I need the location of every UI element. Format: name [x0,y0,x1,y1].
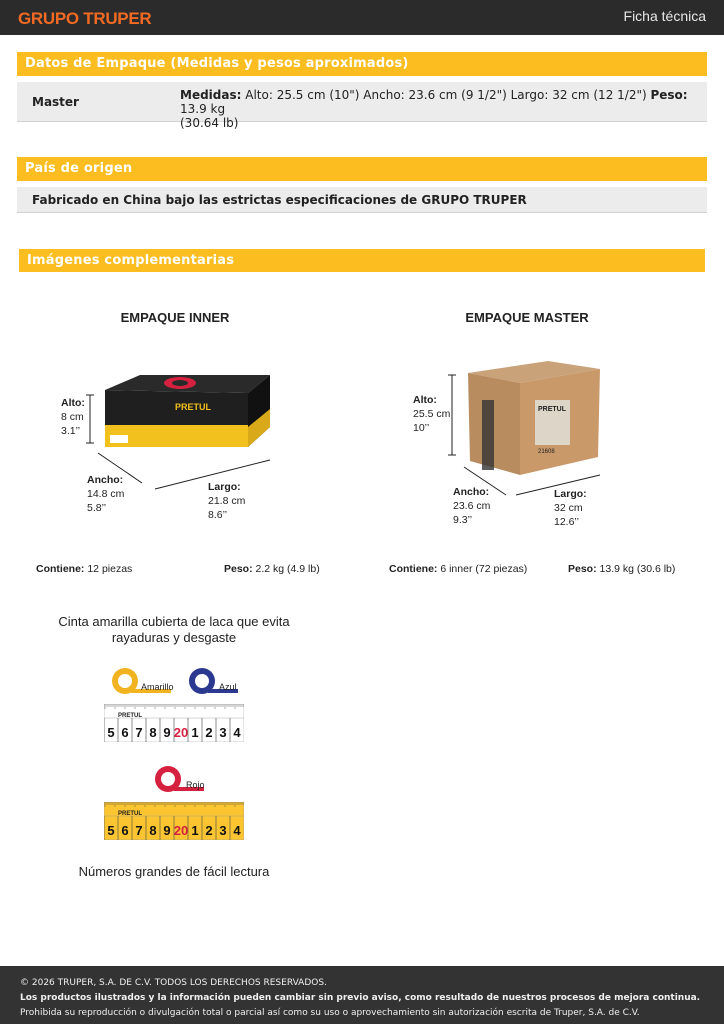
inner-ancho [87,473,124,515]
inner-alto-in: 3.1’’ [61,425,81,437]
inner-largo-label: Largo: [208,481,241,493]
packaging-row-value [180,88,692,130]
page-header [0,0,724,35]
yellow-ruler-digit: 8 [149,823,157,838]
inner-ancho-in: 5.8’’ [87,502,107,514]
white-ruler-digit: 20 [173,725,189,740]
yellow-ruler-digit: 7 [135,823,143,838]
measures-text: Alto: 25.5 cm (10") Ancho: 23.6 cm (9 1/2") Largo: 32 cm (12 1/2") [245,88,647,102]
white-ruler-digit: 4 [233,725,241,740]
master-package-title: EMPAQUE MASTER [465,310,589,325]
packaging-heading: Datos de Empaque (Medidas y pesos aproximados) [17,52,707,76]
master-largo-in: 12.6’’ [554,516,579,528]
master-box-brand: PRETUL [538,406,566,413]
inner-alto [61,396,85,438]
white-ruler-digit: 6 [121,725,129,740]
yellow-ruler-digit: 9 [163,823,171,838]
master-weight-label: Peso: [568,563,597,575]
master-largo [554,487,587,529]
inner-largo [208,480,245,522]
yellow-ruler-digit: 20 [173,823,189,838]
page-footer [0,966,724,1024]
master-largo-label: Largo: [554,488,587,500]
white-ruler-digit: 1 [191,725,199,740]
inner-largo-in: 8.6’’ [208,509,228,521]
swatch-yellow-label: Amarillo [141,682,174,692]
master-ancho [453,485,490,527]
packaging-row-label: Master [32,95,79,109]
white-ruler-digit: 7 [135,725,143,740]
inner-weight [224,563,320,575]
brand-logo[interactable]: GRUPO TRUPER [18,9,152,28]
weight-label: Peso: [650,88,688,102]
measures-label: Medidas: [180,88,242,102]
master-box-code: 21608 [538,449,555,455]
swatch-red-label: Rojo [186,780,205,790]
white-ruler-digit: 3 [219,725,227,740]
packaging-row [17,82,707,130]
master-ancho-cm: 23.6 cm [453,500,491,512]
weight-text-lb: (30.64 lb) [180,116,239,130]
footer-prohibition: Prohibida su reproducción o divulgación total o parcial así como su uso o aprovechamiento sin autorización escrita de Truper, S.A. de C.V. [20,1008,640,1018]
yellow-ruler-digit: 5 [107,823,115,838]
swatch-blue-label: Azul [219,682,237,692]
origin-heading: País de origen [17,157,707,181]
inner-largo-cm: 21.8 cm [208,495,246,507]
white-ruler [104,704,244,742]
white-ruler-brand: PRETUL [118,713,142,719]
yellow-ruler-digit: 3 [219,823,227,838]
inner-ancho-label: Ancho: [87,474,124,486]
footer-copyright: © 2026 TRUPER, S.A. DE C.V. TODOS LOS DERECHOS RESERVADOS. [20,978,327,988]
inner-contains-value: 12 piezas [87,563,133,575]
yellow-ruler-digit: 4 [233,823,241,838]
master-alto-cm: 25.5 cm [413,408,451,420]
inner-alto-label: Alto: [61,397,85,409]
inner-contains-label: Contiene: [36,563,85,575]
inner-weight-label: Peso: [224,563,253,575]
tape-caption-line2: rayaduras y desgaste [111,630,237,645]
yellow-ruler [104,802,244,840]
yellow-ruler-digit: 1 [191,823,199,838]
tape-caption [40,614,308,646]
master-ancho-label: Ancho: [453,486,490,498]
master-contains [389,563,527,575]
large-numbers-caption: Números grandes de fácil lectura [78,864,270,879]
tape-caption-line1: Cinta amarilla cubierta de laca que evita [58,614,290,629]
inner-weight-value: 2.2 kg (4.9 lb) [255,563,320,575]
yellow-ruler-brand: PRETUL [118,811,142,817]
master-package-illustration [440,355,620,505]
master-weight [568,563,675,575]
origin-text: Fabricado en China bajo las estrictas especificaciones de GRUPO TRUPER [32,193,527,207]
yellow-ruler-digit: 6 [121,823,129,838]
page-title: Ficha técnica [623,8,706,24]
master-ancho-in: 9.3’’ [453,514,473,526]
inner-box-brand: PRETUL [175,402,211,412]
yellow-ruler-digit: 2 [205,823,213,838]
white-ruler-digit: 9 [163,725,171,740]
master-contains-label: Contiene: [389,563,438,575]
weight-text: 13.9 kg [180,102,226,116]
origin-row [17,187,707,213]
inner-package-title: EMPAQUE INNER [120,310,230,325]
inner-alto-cm: 8 cm [61,411,84,423]
master-weight-value: 13.9 kg (30.6 lb) [599,563,676,575]
white-ruler-digit: 8 [149,725,157,740]
footer-notice: Los productos ilustrados y la información pueden cambiar sin previo aviso, como resultado de nuestros procesos de mejora continua. [20,993,701,1003]
inner-ancho-cm: 14.8 cm [87,488,125,500]
images-heading: Imágenes complementarias [19,249,705,272]
master-alto-label: Alto: [413,394,437,406]
master-largo-cm: 32 cm [554,502,583,514]
white-ruler-digit: 5 [107,725,115,740]
white-ruler-digit: 2 [205,725,213,740]
master-alto-in: 10’’ [413,422,430,434]
inner-contains [36,563,132,575]
master-alto [413,393,450,435]
master-contains-value: 6 inner (72 piezas) [440,563,528,575]
